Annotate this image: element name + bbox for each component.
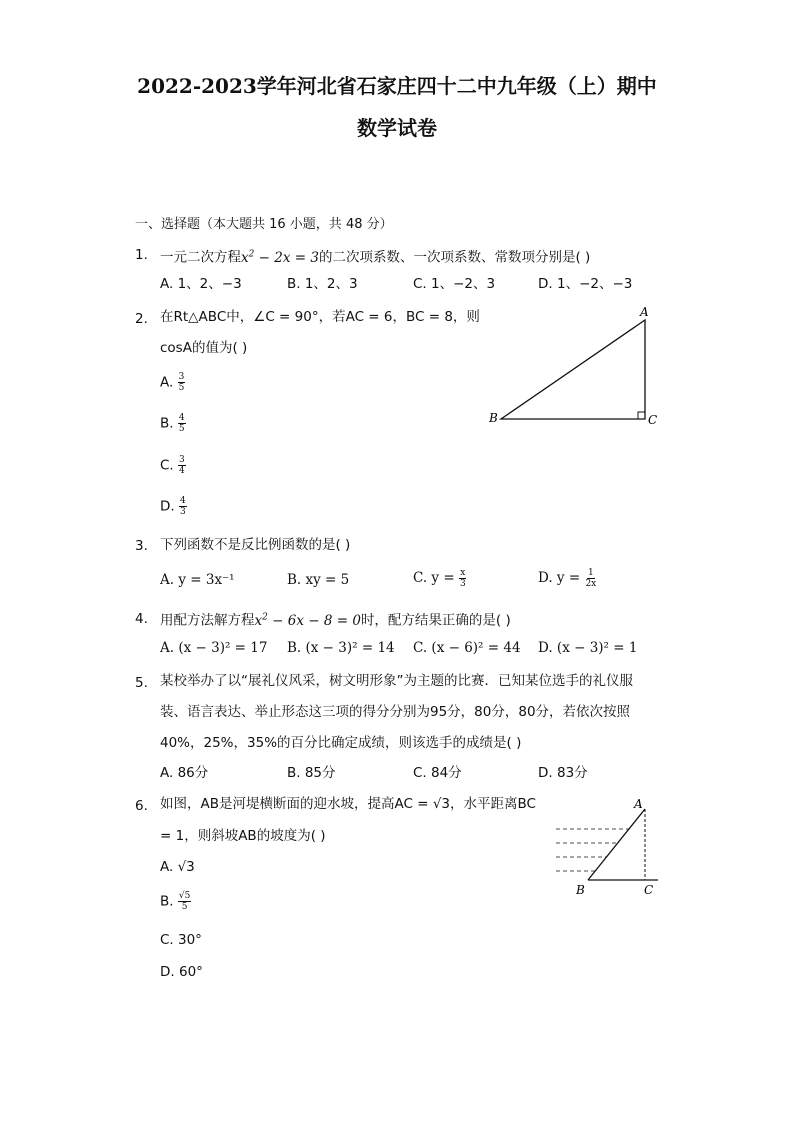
q5-line3: 40%，25%，35%的百分比确定成绩，则该选手的成绩是( ) <box>160 735 522 751</box>
right-angle-mark <box>638 412 645 419</box>
q1-text-post: 的二次项系数、一次项系数、常数项分别是( ) <box>318 249 591 266</box>
slope-ab <box>588 809 645 880</box>
q2-option-c-fraction <box>178 455 186 476</box>
q5-option-d[interactable]: D. 83分 <box>538 765 588 781</box>
q2-option-b[interactable] <box>160 413 186 434</box>
q5-option-c[interactable]: C. 84分 <box>413 765 462 781</box>
q2-option-a-label: A. <box>160 374 174 391</box>
q2-line1: 在Rt△ABC中，∠C = 90°，若AC = 6，BC = 8，则 <box>160 309 480 325</box>
q6-line1: 如图，AB是河堤横断面的迎水坡，提高AC = √3，水平距离BC <box>160 796 536 812</box>
numerator: 4 <box>178 413 185 423</box>
q1-equation: $x^2 - 2x = 3$ <box>241 249 319 266</box>
q2-option-d-fraction <box>179 496 187 517</box>
vertex-a-label: A <box>640 305 649 319</box>
q4-text <box>160 607 511 631</box>
q4-number: 4. <box>135 611 148 627</box>
vertex-c-label: C <box>644 883 654 897</box>
numerator: 4 <box>179 496 186 506</box>
q4-text-post: 时，配方结果正确的是( ) <box>360 612 511 629</box>
exam-title-line1: 2022-2023学年河北省石家庄四十二中九年级（上）期中 <box>137 74 657 98</box>
q6-option-b[interactable] <box>160 891 191 912</box>
q2-option-d-label: D. <box>160 498 175 515</box>
q5-line2: 装、语言表达、举止形态这三项的得分分别为95分，80分，80分，若依次按照 <box>160 704 631 720</box>
q3-option-a[interactable]: A. y = 3x⁻¹ <box>160 572 235 588</box>
vertex-a-label: A <box>634 797 643 811</box>
q4-option-c[interactable]: C. (x − 6)² = 44 <box>413 640 521 656</box>
numerator: √5 <box>178 891 191 901</box>
triangle-abc <box>501 320 645 419</box>
q6-number: 6. <box>135 798 148 814</box>
q3-option-d-label: D. y = <box>538 570 581 586</box>
q6-option-b-fraction <box>178 891 191 912</box>
q6-line2: = 1，则斜坡AB的坡度为( ) <box>160 828 326 844</box>
q2-option-c[interactable] <box>160 455 186 476</box>
vertex-b-label: B <box>576 883 585 897</box>
q1-text-pre: 一元二次方程 <box>160 249 241 266</box>
denominator: 5 <box>178 424 185 434</box>
numerator: 1 <box>587 568 594 578</box>
q6-option-b-label: B. <box>160 893 174 910</box>
q5-option-b[interactable]: B. 85分 <box>287 765 336 781</box>
q6-option-d[interactable]: D. 60° <box>160 964 203 980</box>
denominator: 3 <box>179 507 186 517</box>
q2-option-b-label: B. <box>160 415 174 432</box>
exam-title-line2: 数学试卷 <box>357 116 437 140</box>
numerator: 3 <box>178 372 185 382</box>
denominator: 5 <box>181 902 188 912</box>
q5-number: 5. <box>135 675 148 691</box>
q4-equation: $x^2 - 6x - 8 = 0$ <box>254 612 361 629</box>
q2-line2: cosA的值为( ) <box>160 340 248 356</box>
q3-option-d[interactable] <box>538 568 597 589</box>
denominator: 5 <box>178 383 185 393</box>
section-heading: 一、选择题（本大题共 16 小题，共 48 分） <box>135 217 393 232</box>
q2-number: 2. <box>135 311 148 327</box>
q1-number: 1. <box>135 247 148 263</box>
q4-option-b[interactable]: B. (x − 3)² = 14 <box>287 640 395 656</box>
q2-option-d[interactable] <box>160 496 187 517</box>
q3-option-c[interactable] <box>413 568 467 589</box>
q3-option-c-label: C. y = <box>413 570 455 586</box>
denominator: 4 <box>179 466 185 476</box>
q3-text: 下列函数不是反比例函数的是( ) <box>160 537 351 553</box>
q2-option-c-label: C. <box>160 457 174 474</box>
q3-number: 3. <box>135 538 148 554</box>
q6-option-a[interactable]: A. √3 <box>160 859 195 875</box>
q6-slope-figure <box>550 795 665 900</box>
q2-option-a-fraction <box>178 372 186 393</box>
q4-option-a[interactable]: A. (x − 3)² = 17 <box>160 640 268 656</box>
q3-option-c-fraction <box>459 568 467 589</box>
q3-option-d-fraction <box>584 568 597 589</box>
q1-option-d[interactable]: D. 1、−2、−3 <box>538 276 633 292</box>
q1-option-a[interactable]: A. 1、2、−3 <box>160 276 242 292</box>
q1-option-b[interactable]: B. 1、2、3 <box>287 276 358 292</box>
q4-text-pre: 用配方法解方程 <box>160 612 255 629</box>
denominator: 3 <box>459 579 466 589</box>
vertex-b-label: B <box>489 411 498 425</box>
q1-option-c[interactable]: C. 1、−2、3 <box>413 276 496 292</box>
q2-option-a[interactable] <box>160 372 185 393</box>
numerator: 3 <box>179 455 185 465</box>
q2-option-b-fraction <box>178 413 186 434</box>
denominator: 2x <box>585 579 597 589</box>
vertex-c-label: C <box>648 413 658 427</box>
q6-option-c[interactable]: C. 30° <box>160 932 202 948</box>
q1-text <box>160 244 590 268</box>
q2-triangle-figure <box>485 302 665 432</box>
q3-option-b[interactable]: B. xy = 5 <box>287 572 350 588</box>
q4-option-d[interactable]: D. (x − 3)² = 1 <box>538 640 638 656</box>
q5-option-a[interactable]: A. 86分 <box>160 765 209 781</box>
q5-line1: 某校举办了以“展礼仪风采，树文明形象”为主题的比赛．已知某位选手的礼仪服 <box>160 673 633 689</box>
numerator: x <box>460 568 466 578</box>
